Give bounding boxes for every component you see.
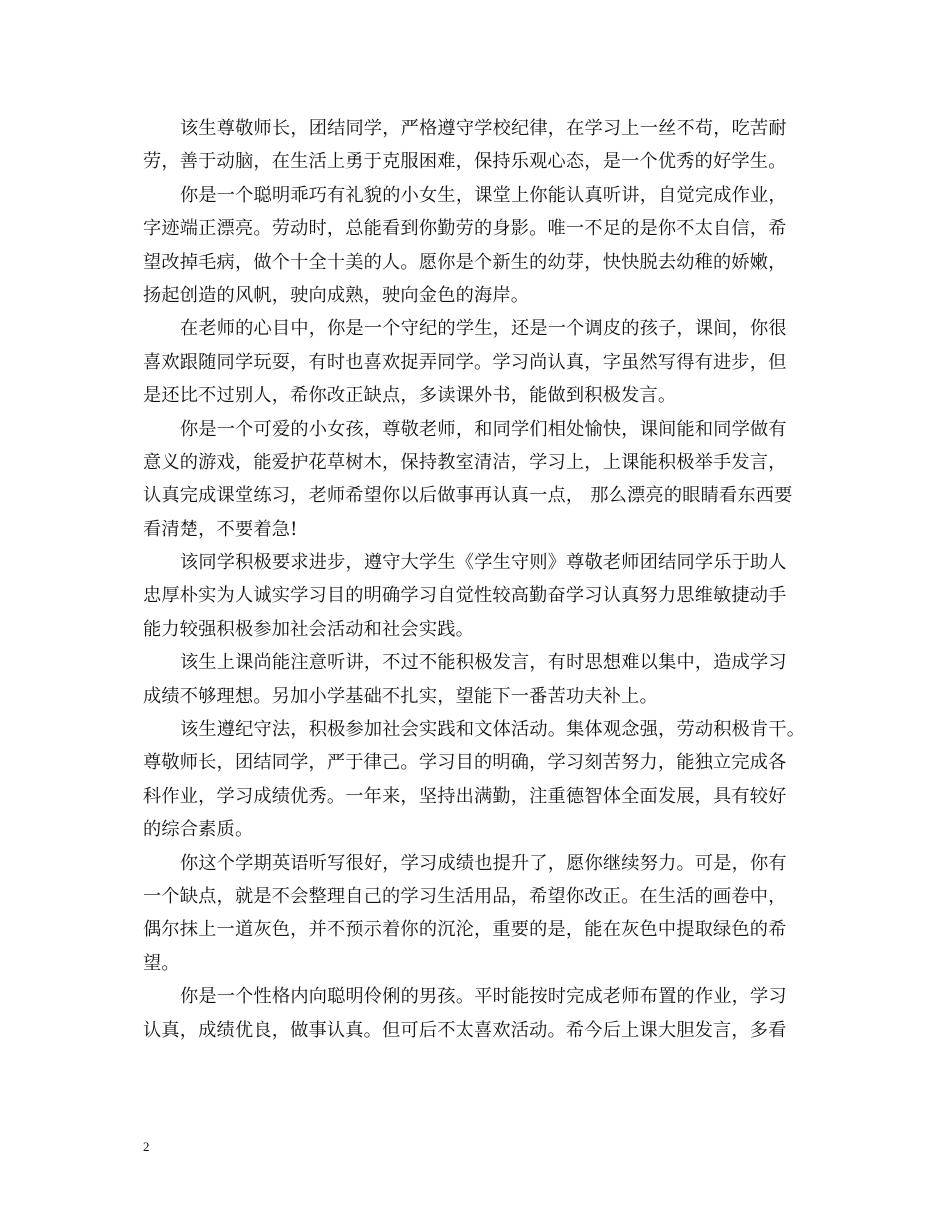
paragraph-7 xyxy=(143,717,805,851)
text-line: 望。 xyxy=(143,952,180,974)
paragraph-1 xyxy=(143,116,805,183)
text-line: 认真完成课堂练习，老师希望你以后做事再认真一点， 那么漂亮的眼睛看东西要 xyxy=(143,485,793,507)
document-body xyxy=(143,116,805,1051)
text-line: 在老师的心目中，你是一个守纪的学生，还是一个调皮的孩子，课间，你很 xyxy=(180,318,787,340)
text-line: 劳，善于动脑，在生活上勇于克服困难，保持乐观心态，是一个优秀的好学生。 xyxy=(143,151,787,173)
text-line: 成绩不够理想。另加小学基础不扎实，望能下一番苦功夫补上。 xyxy=(143,685,658,707)
text-line: 意义的游戏，能爱护花草树木，保持教室清洁，学习上，上课能积极举手发言， xyxy=(143,451,787,473)
text-line: 扬起创造的风帆，驶向成熟，驶向金色的海岸。 xyxy=(143,284,530,306)
text-line: 忠厚朴实为人诚实学习目的明确学习自觉性较高勤奋学习认真努力思维敏捷动手 xyxy=(143,585,787,607)
text-line: 该生尊敬师长，团结同学，严格遵守学校纪律，在学习上一丝不苟，吃苦耐 xyxy=(180,118,787,139)
paragraph-4 xyxy=(143,417,805,551)
text-line: 偶尔抹上一道灰色，并不预示着你的沉沦，重要的是，能在灰色中提取绿色的希 xyxy=(143,919,787,941)
text-line: 该生上课尚能注意听讲，不过不能积极发言，有时思想难以集中，造成学习 xyxy=(180,652,787,674)
text-line: 字迹端正漂亮。劳动时，总能看到你勤劳的身影。唯一不足的是你不太自信，希 xyxy=(143,218,787,240)
text-line: 你是一个聪明乖巧有礼貌的小女生，课堂上你能认真听讲，自觉完成作业， xyxy=(180,184,787,206)
text-line: 望改掉毛病，做个十全十美的人。愿你是个新生的幼芽，快快脱去幼稚的娇嫩， xyxy=(143,251,787,273)
paragraph-2 xyxy=(143,183,805,317)
paragraph-6 xyxy=(143,650,805,717)
page-number: 2 xyxy=(143,1139,150,1154)
text-line: 喜欢跟随同学玩耍，有时也喜欢捉弄同学。学习尚认真，字虽然写得有进步，但 xyxy=(143,351,787,373)
text-line: 尊敬师长，团结同学，严于律己。学习目的明确，学习刻苦努力，能独立完成各 xyxy=(143,752,787,774)
text-line: 该同学积极要求进步，遵守大学生《学生守则》尊敬老师团结同学乐于助人 xyxy=(180,552,787,574)
paragraph-3 xyxy=(143,316,805,416)
paragraph-5 xyxy=(143,550,805,650)
text-line: 的综合素质。 xyxy=(143,819,254,841)
text-line: 该生遵纪守法，积极参加社会实践和文体活动。集体观念强，劳动积极肯干。 xyxy=(180,719,806,741)
text-line: 你是一个性格内向聪明伶俐的男孩。平时能按时完成老师布置的作业，学习 xyxy=(180,986,787,1008)
text-line: 你这个学期英语听写很好，学习成绩也提升了，愿你继续努力。可是，你有 xyxy=(180,852,787,874)
text-line: 科作业，学习成绩优秀。一年来，坚持出满勤，注重德智体全面发展，具有较好 xyxy=(143,785,787,807)
text-line: 认真，成绩优良，做事认真。但可后不太喜欢活动。希今后上课大胆发言，多看 xyxy=(143,1019,787,1041)
text-line: 看清楚，不要着急! xyxy=(143,518,298,540)
text-line: 你是一个可爱的小女孩，尊敬老师，和同学们相处愉快，课间能和同学做有 xyxy=(180,418,787,440)
text-line: 一个缺点，就是不会整理自己的学习生活用品，希望你改正。在生活的画卷中， xyxy=(143,885,787,907)
text-line: 是还比不过别人，希你改正缺点，多读课外书，能做到积极发言。 xyxy=(143,385,677,407)
paragraph-9 xyxy=(143,984,805,1051)
text-line: 能力较强积极参加社会活动和社会实践。 xyxy=(143,618,474,640)
paragraph-8 xyxy=(143,851,805,985)
